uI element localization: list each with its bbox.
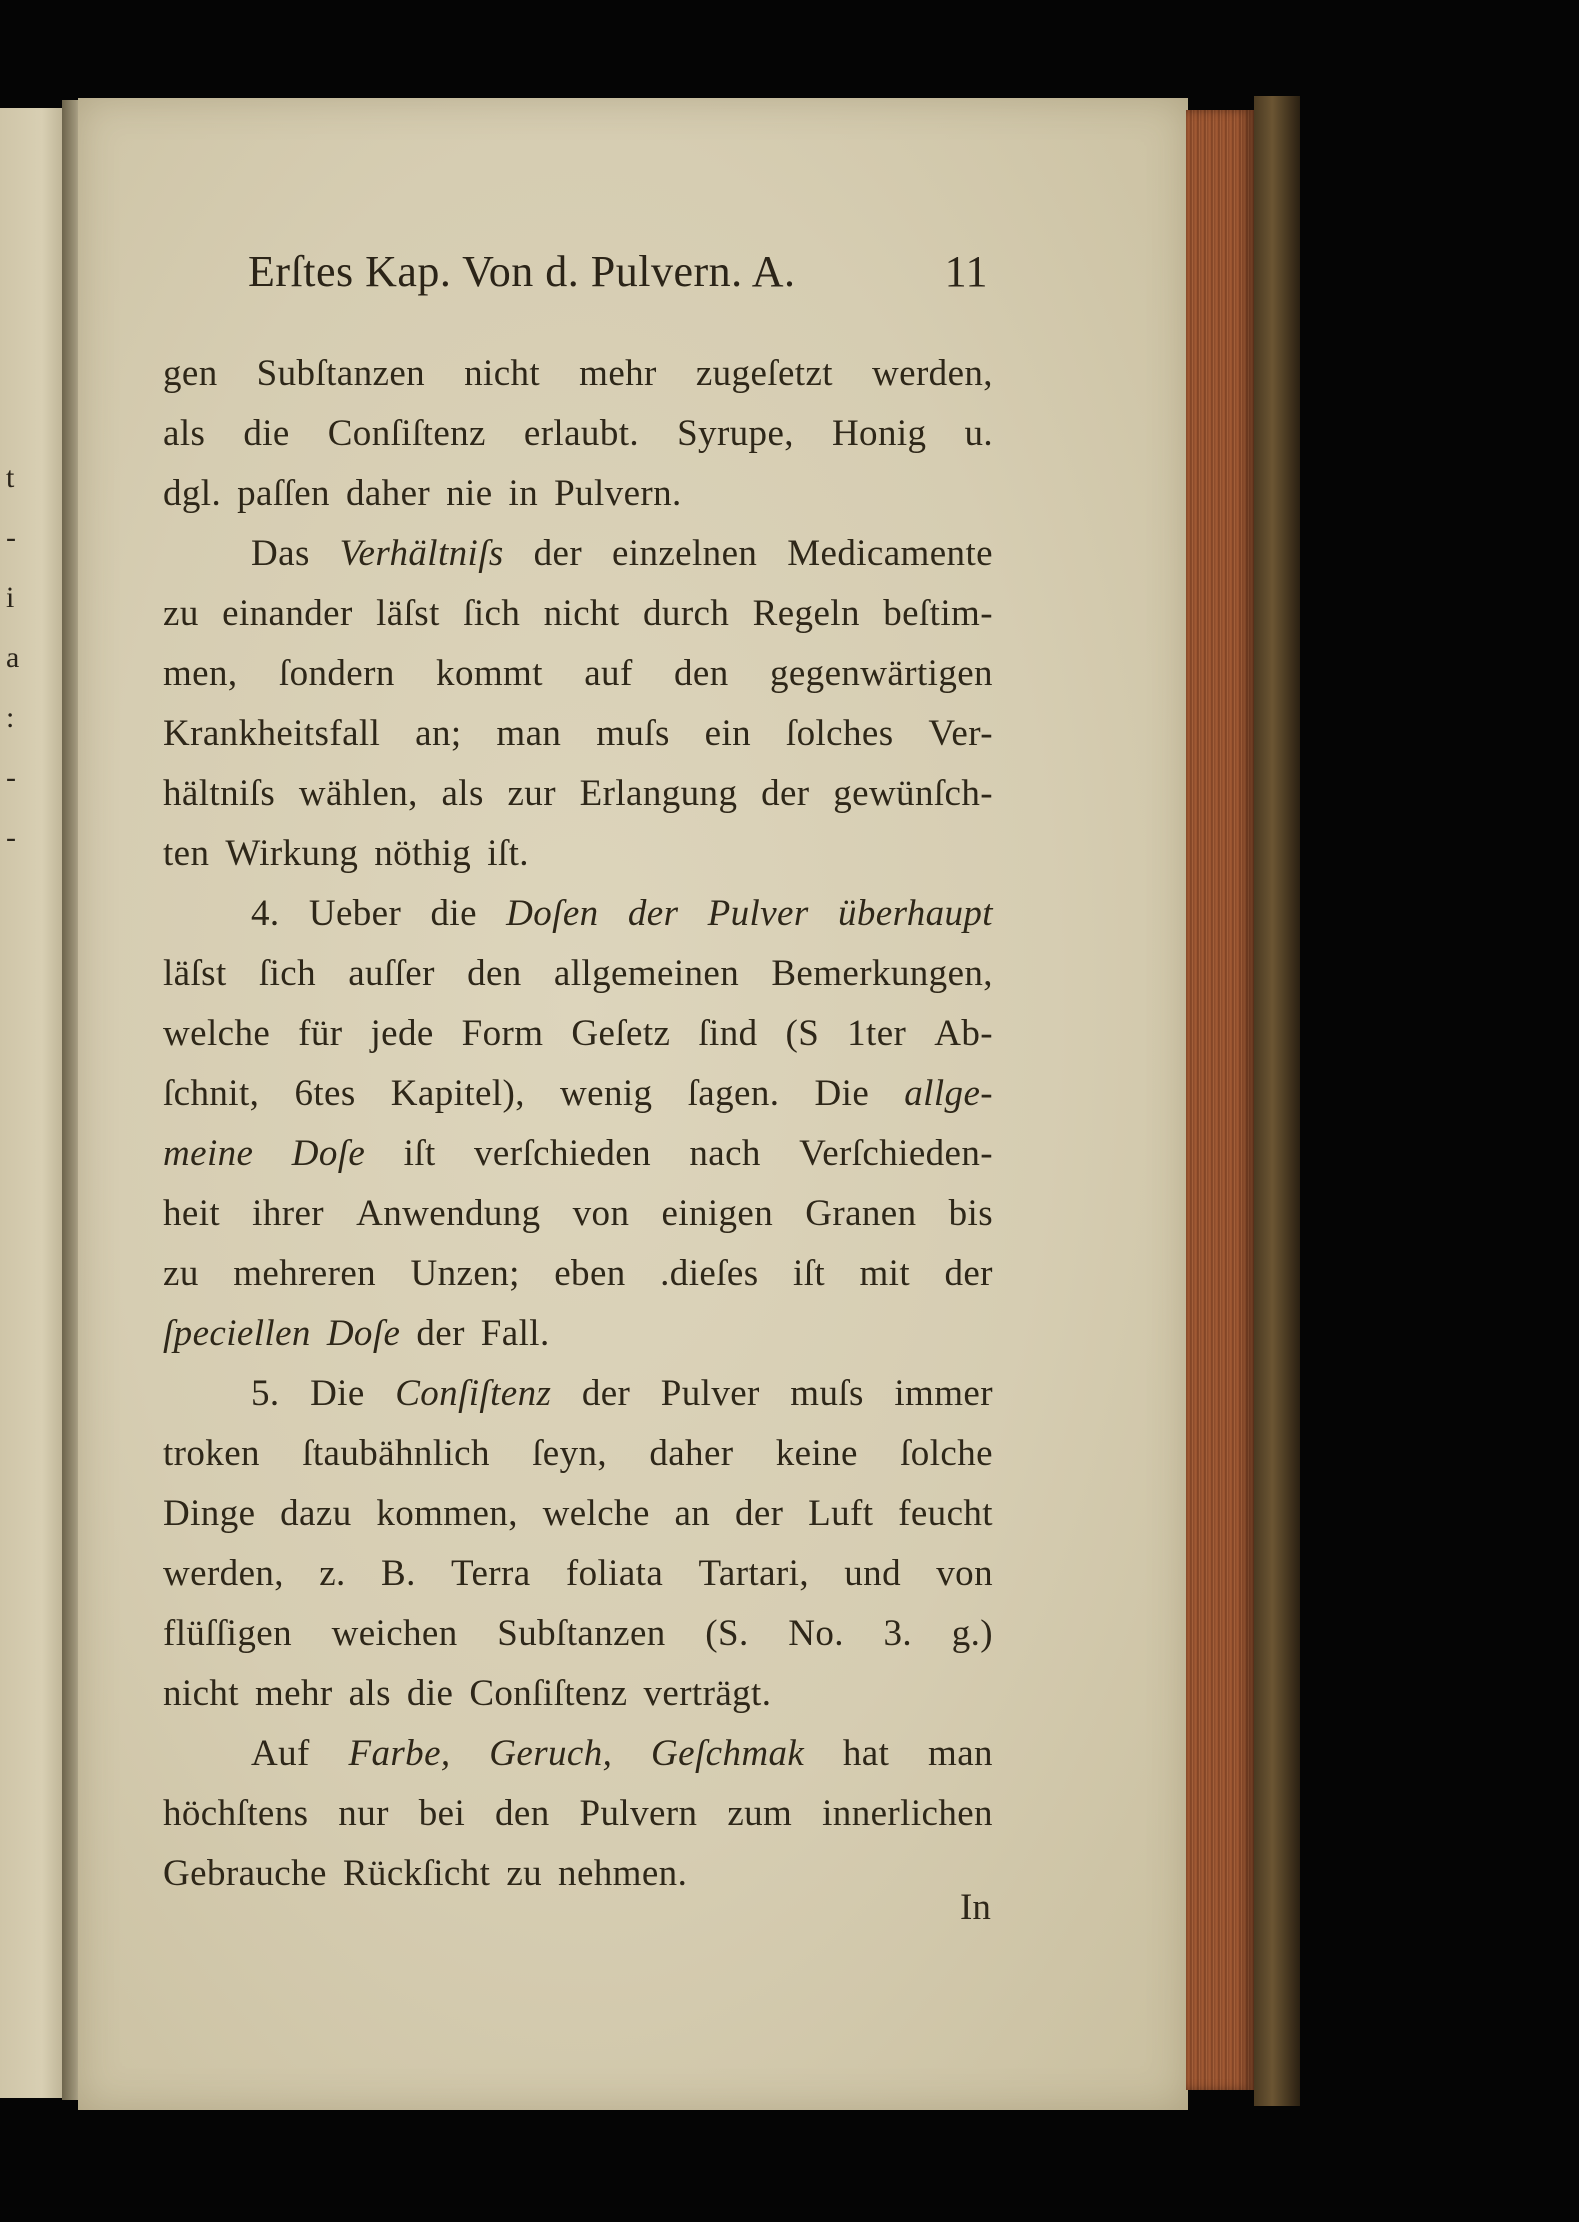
word: Erlangung (579, 773, 738, 814)
word: der (581, 1373, 631, 1414)
word: Form (461, 1013, 544, 1054)
word: wenig (560, 1073, 653, 1114)
word: von (936, 1553, 993, 1594)
word: immer (894, 1373, 993, 1414)
word: heit (163, 1193, 221, 1234)
word: Doſe (326, 1313, 401, 1354)
word: Auf (251, 1733, 310, 1774)
word: mehreren (233, 1253, 377, 1294)
facing-page-fragment: i (6, 581, 15, 614)
text-line (163, 1784, 993, 1844)
text-line (163, 1364, 993, 1424)
word: einander (222, 593, 353, 634)
word: 5. (251, 1373, 280, 1414)
word: ſagen. (687, 1073, 780, 1114)
word: Subſtanzen (497, 1613, 666, 1654)
word: werden, (163, 1553, 284, 1594)
word: (S (785, 1013, 820, 1054)
facing-page-fragments (0, 448, 40, 868)
word: auf (584, 653, 633, 694)
word: nach (689, 1133, 761, 1174)
text-line (163, 1064, 993, 1124)
word: ten (163, 833, 210, 874)
word: Die (814, 1073, 870, 1114)
word: Ueber (308, 893, 402, 934)
text-line (163, 1664, 993, 1724)
word: mehr (579, 353, 657, 394)
word: ſolches (785, 713, 894, 754)
text-line (163, 1544, 993, 1604)
word: zu (163, 593, 199, 634)
word: man (496, 713, 562, 754)
text-line (163, 944, 993, 1004)
word: als (441, 773, 484, 814)
word: höchſtens (163, 1793, 309, 1834)
word: nur (338, 1793, 389, 1834)
word: dgl. (163, 473, 222, 514)
word: Ver- (928, 713, 993, 754)
text-line (163, 1004, 993, 1064)
word: 6tes (294, 1073, 356, 1114)
word: Dinge (163, 1493, 256, 1534)
word: Medicamente (787, 533, 993, 574)
word: Verhältniſs (339, 533, 504, 574)
word: Anwendung (356, 1193, 541, 1234)
running-header (248, 246, 988, 306)
word: einigen (661, 1193, 774, 1234)
word: Regeln (752, 593, 860, 634)
word: an; (415, 713, 462, 754)
word: muſs (596, 713, 670, 754)
word: Geſchmak (651, 1733, 805, 1774)
word: gewünſch- (833, 773, 993, 814)
cover-edge (1254, 96, 1300, 2106)
word: Die (310, 1373, 365, 1414)
text-line (163, 464, 993, 524)
facing-page-fragment: - (6, 821, 16, 854)
word: meine (163, 1133, 254, 1174)
word: verſchieden (474, 1133, 651, 1174)
word: in (508, 473, 539, 514)
word: zugeſetzt (695, 353, 833, 394)
word: zu (506, 1853, 543, 1894)
word: die (406, 1673, 454, 1714)
page-body-text (163, 344, 993, 1904)
word: bei (418, 1793, 466, 1834)
word: hat (842, 1733, 890, 1774)
word: an (674, 1493, 711, 1534)
text-line (163, 404, 993, 464)
word: Gebrauche (163, 1853, 327, 1894)
word: Verſchieden- (799, 1133, 993, 1174)
word: Farbe, (348, 1733, 451, 1774)
running-title: Erſtes Kap. Von d. Pulvern. A. (248, 247, 796, 296)
word: Unzen; (410, 1253, 520, 1294)
word: verträgt. (643, 1673, 772, 1714)
word: Rückſicht (342, 1853, 491, 1894)
word: No. (788, 1613, 844, 1654)
word: Krankheitsfall (163, 713, 381, 754)
word: nicht (543, 593, 620, 634)
word: weichen (331, 1613, 458, 1654)
word: (S. (705, 1613, 749, 1654)
word: überhaupt (837, 893, 993, 934)
word: ſpeciellen (163, 1313, 311, 1354)
word: Doſe (291, 1133, 366, 1174)
word: dazu (280, 1493, 352, 1534)
word: ſich (463, 593, 521, 634)
word: kommt (436, 653, 543, 694)
word: nicht (163, 1673, 239, 1714)
word: innerlichen (822, 1793, 993, 1834)
word: Wirkung (225, 833, 359, 874)
word: foliata (565, 1553, 664, 1594)
word: zu (163, 1253, 199, 1294)
facing-page-fragment: t (6, 461, 15, 494)
word: allgemeinen (553, 953, 740, 994)
word: den (467, 953, 522, 994)
word: als (348, 1673, 391, 1714)
word: u. (964, 413, 993, 454)
word: nie (446, 473, 493, 514)
word: die (430, 893, 477, 934)
catchword: In (960, 1887, 991, 1928)
word: hältniſs (163, 773, 276, 814)
word: 4. (251, 893, 280, 934)
word: Pulvern (579, 1793, 698, 1834)
word: paſſen (237, 473, 330, 514)
text-line (163, 1604, 993, 1664)
word: Bemerkungen, (771, 953, 993, 994)
word: wählen, (298, 773, 418, 814)
word: erlaubt. (523, 413, 640, 454)
text-line (163, 1484, 993, 1544)
word: für (298, 1013, 343, 1054)
text-line (163, 1424, 993, 1484)
word: Pulvern. (554, 473, 682, 514)
word: Kapitel), (390, 1073, 525, 1114)
word: nicht (464, 353, 541, 394)
word: ſich (258, 953, 316, 994)
word: nöthig (374, 833, 472, 874)
word: mehr (254, 1673, 333, 1714)
word: Conſiſtenz (469, 1673, 628, 1714)
word: allge- (904, 1073, 993, 1114)
word: Geſetz (571, 1013, 671, 1054)
word: Tartari, (698, 1553, 809, 1594)
word: der (944, 1253, 993, 1294)
word: ſtaubähnlich (302, 1433, 490, 1474)
word: iſt. (487, 833, 529, 874)
word: iſt (403, 1133, 436, 1174)
word: Conſiſtenz (327, 413, 486, 454)
word: iſt (792, 1253, 825, 1294)
word: werden, (872, 353, 993, 394)
word: flüſſigen (163, 1613, 292, 1654)
word: zum (727, 1793, 793, 1834)
text-line (163, 1844, 993, 1904)
word: Das (251, 533, 310, 574)
word: Conſiſtenz (395, 1373, 552, 1414)
word: man (928, 1733, 993, 1774)
word: ſind (698, 1013, 758, 1054)
facing-page-fragment: - (6, 761, 16, 794)
word: Ab- (934, 1013, 993, 1054)
word: 3. (883, 1613, 913, 1654)
text-line (163, 824, 993, 884)
word: B. (381, 1553, 416, 1594)
word: men, (163, 653, 238, 694)
facing-page-fragment: a (6, 641, 20, 674)
word: der (761, 773, 810, 814)
word: ſondern (278, 653, 395, 694)
facing-page-edge (0, 108, 70, 2098)
word: daher (649, 1433, 734, 1474)
word: die (243, 413, 290, 454)
text-line (163, 704, 993, 764)
facing-page-fragment: : (6, 701, 15, 734)
word: ſchnit, (163, 1073, 260, 1114)
word: der (533, 533, 583, 574)
word: Geruch, (489, 1733, 613, 1774)
word: keine (775, 1433, 858, 1474)
word: daher (345, 473, 431, 514)
word: Doſen (506, 893, 599, 934)
word: läſst (163, 953, 227, 994)
text-line (163, 1724, 993, 1784)
word: den (674, 653, 729, 694)
word: .dieſes (660, 1253, 759, 1294)
text-line (163, 1124, 993, 1184)
word: Terra (451, 1553, 531, 1594)
word: welche (163, 1013, 271, 1054)
word: eben (554, 1253, 626, 1294)
text-line (163, 344, 993, 404)
word: Fall. (480, 1313, 550, 1354)
word: feucht (898, 1493, 993, 1534)
word: und (844, 1553, 901, 1594)
text-line (163, 1184, 993, 1244)
word: Granen (805, 1193, 917, 1234)
word: mit (859, 1253, 910, 1294)
text-line (163, 1244, 993, 1304)
word: Pulver (660, 1373, 760, 1414)
word: 1ter (847, 1013, 907, 1054)
text-line (163, 764, 993, 824)
text-line (163, 584, 993, 644)
word: der (627, 893, 679, 934)
facing-page-fragment: - (6, 521, 16, 554)
word: ihrer (252, 1193, 325, 1234)
word: läſst (376, 593, 440, 634)
word: gen (163, 353, 218, 394)
word: der (416, 1313, 465, 1354)
word: zur (507, 773, 556, 814)
word: einzelnen (611, 533, 758, 574)
word: welche (542, 1493, 650, 1534)
word: bis (948, 1193, 993, 1234)
word: ſeyn, (532, 1433, 608, 1474)
word: ſolche (900, 1433, 993, 1474)
word: muſs (790, 1373, 864, 1414)
text-line (163, 644, 993, 704)
word: Luft (808, 1493, 874, 1534)
text-line (163, 524, 993, 584)
word: Syrupe, (677, 413, 794, 454)
word: Pulver (707, 893, 809, 934)
word: den (495, 1793, 550, 1834)
word: jede (370, 1013, 434, 1054)
word: der (734, 1493, 784, 1534)
word: ein (704, 713, 752, 754)
word: nehmen. (558, 1853, 688, 1894)
word: durch (643, 593, 730, 634)
text-line (163, 1304, 993, 1364)
word: gegenwärtigen (769, 653, 993, 694)
word: g.) (951, 1613, 993, 1654)
word: troken (163, 1433, 260, 1474)
word: Subſtanzen (256, 353, 426, 394)
word: z. (319, 1553, 346, 1594)
word: Honig (831, 413, 927, 454)
word: kommen, (376, 1493, 518, 1534)
word: beſtim- (883, 593, 993, 634)
word: auſſer (348, 953, 435, 994)
text-line (163, 884, 993, 944)
word: von (572, 1193, 630, 1234)
page-edges (1186, 110, 1254, 2090)
word: als (163, 413, 206, 454)
page-number: 11 (944, 247, 988, 296)
